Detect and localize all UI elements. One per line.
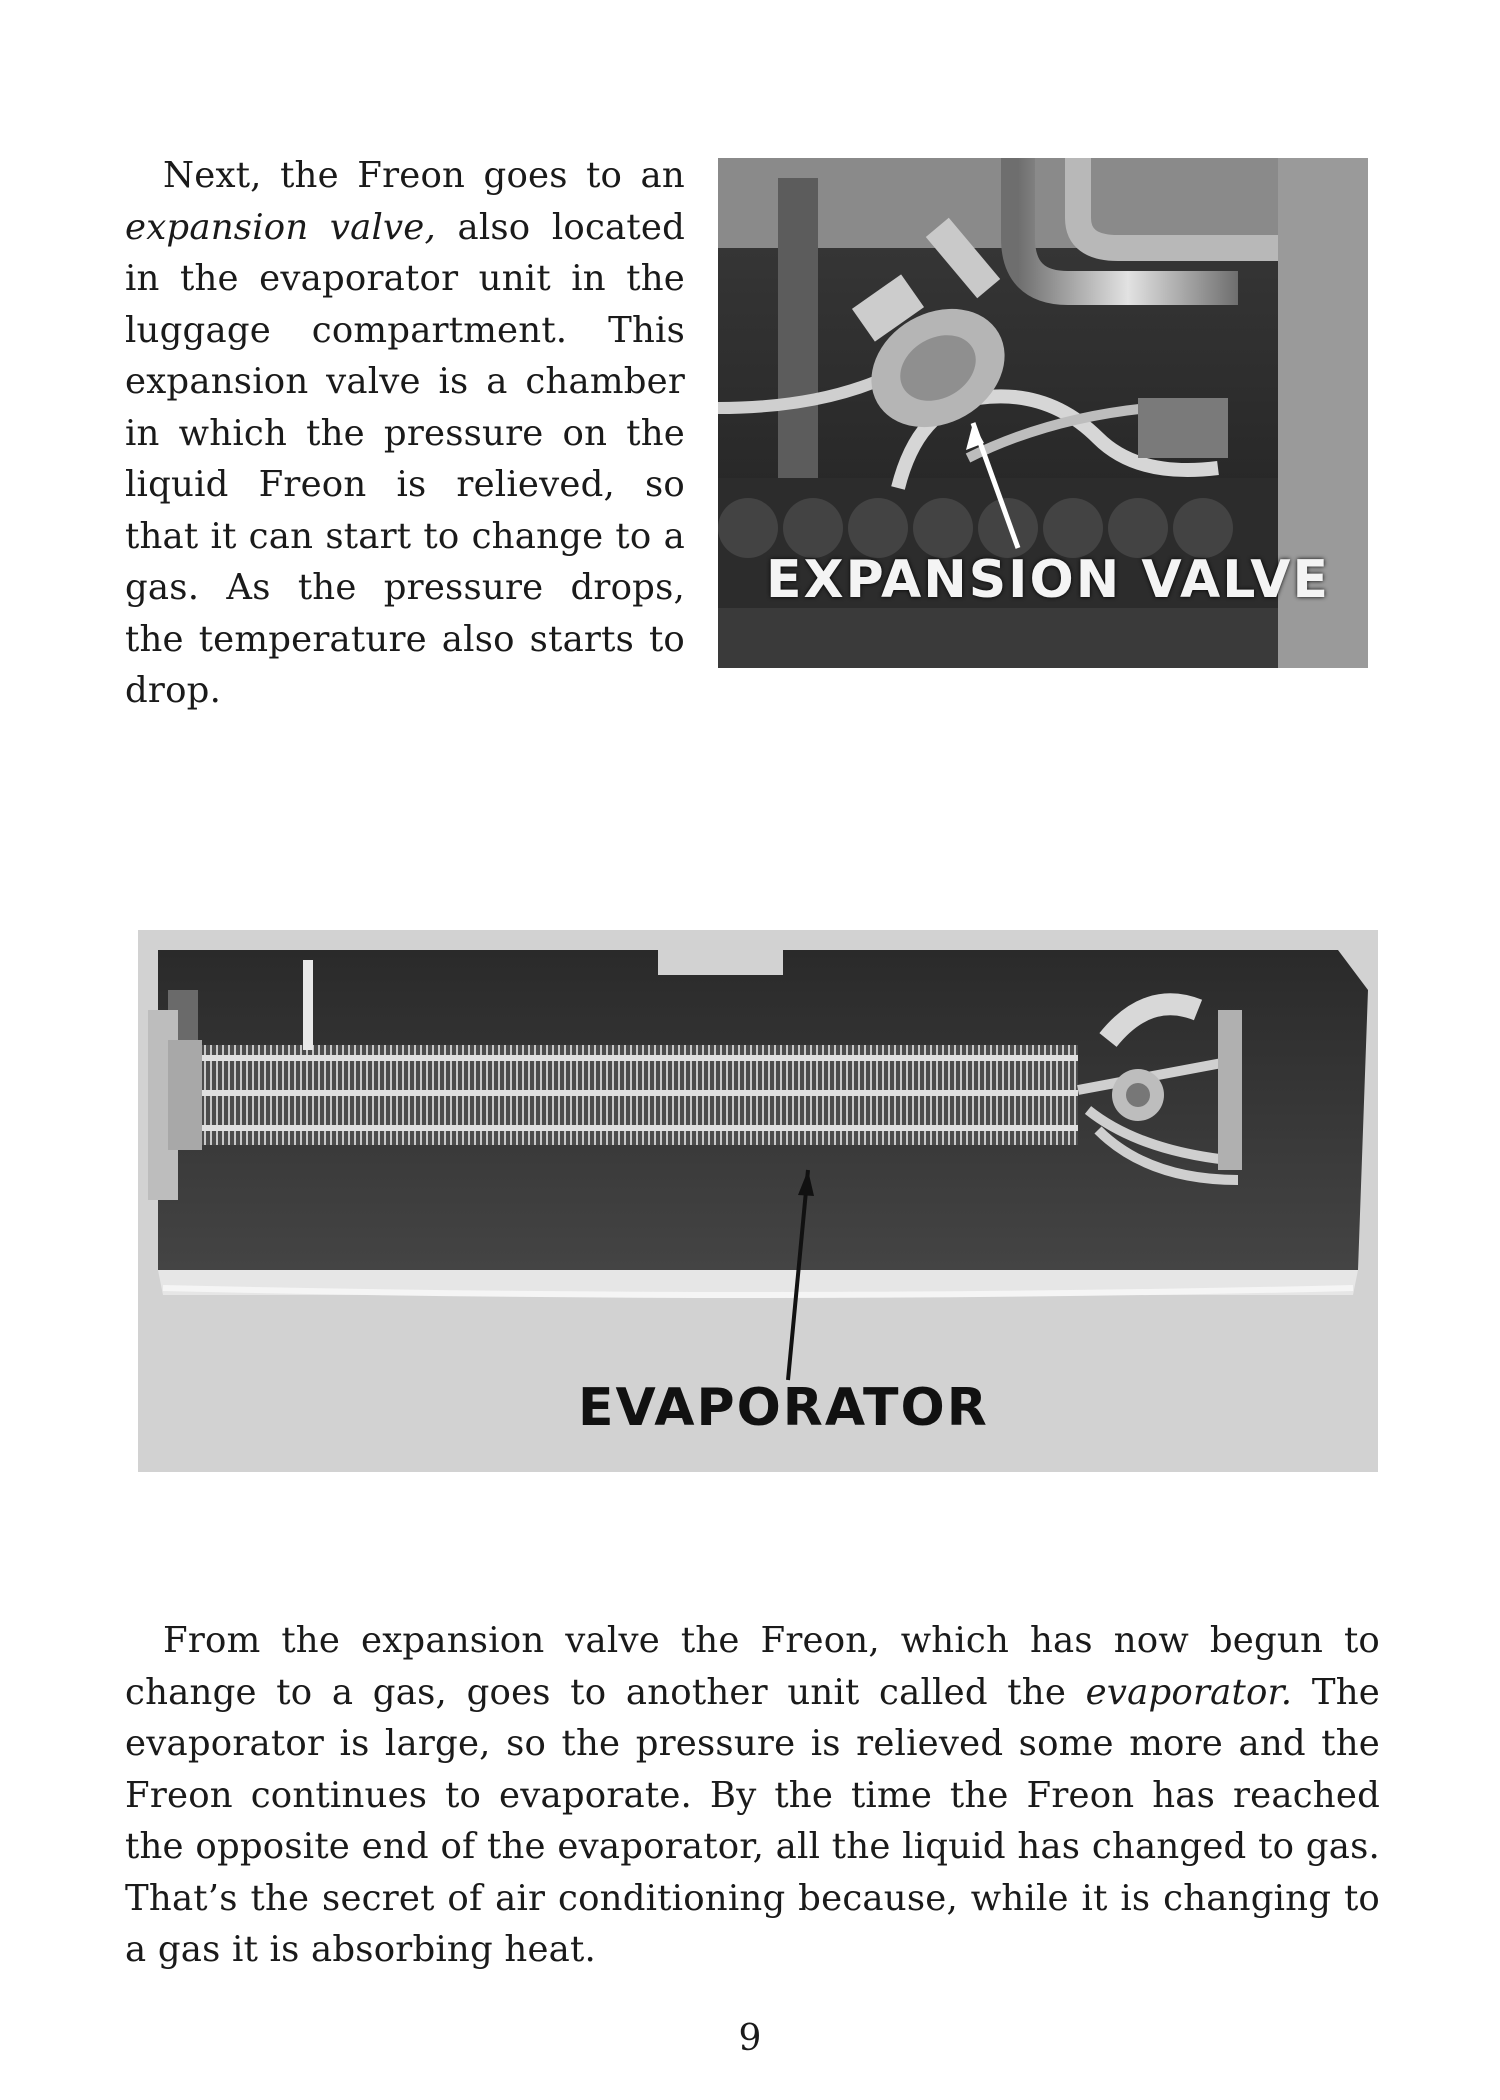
evaporator-term: evaporator. bbox=[1085, 1671, 1293, 1713]
expansion-valve-photo bbox=[718, 158, 1368, 668]
expansion-valve-term: expansion valve, bbox=[125, 206, 436, 248]
intro-text-rest: also located in the evaporator unit in the luggage compartment. This expansion valve is a chamber in which the pressure on the liquid Freon is relieved, so that it can start to change to a gas. As the pressure drops, the temperature also starts to drop. bbox=[125, 206, 685, 711]
evaporator-text: From the expansion valve the Freon, which has now begun to change to a gas, goes to another unit called the bbox=[125, 1620, 1380, 1713]
intro-paragraph bbox=[125, 150, 685, 717]
evaporator-photo bbox=[138, 930, 1378, 1472]
evaporator-paragraph bbox=[125, 1615, 1380, 1976]
page-number: 9 bbox=[738, 2018, 762, 2059]
evaporator-text-rest: The evaporator is large, so the pressure is relieved some more and the Freon continues to evaporate. By the time the Freon has reached the opposite end of the evaporator, all the liquid has changed to gas. That’s the secret of air conditioning because, while it is changing to a gas it is absorbing heat. bbox=[125, 1671, 1380, 1970]
intro-text: Next, the Freon goes to an bbox=[163, 155, 685, 196]
evaporator-label: EVAPORATOR bbox=[578, 1378, 989, 1438]
expansion-valve-label: EXPANSION VALVE bbox=[766, 550, 1331, 610]
